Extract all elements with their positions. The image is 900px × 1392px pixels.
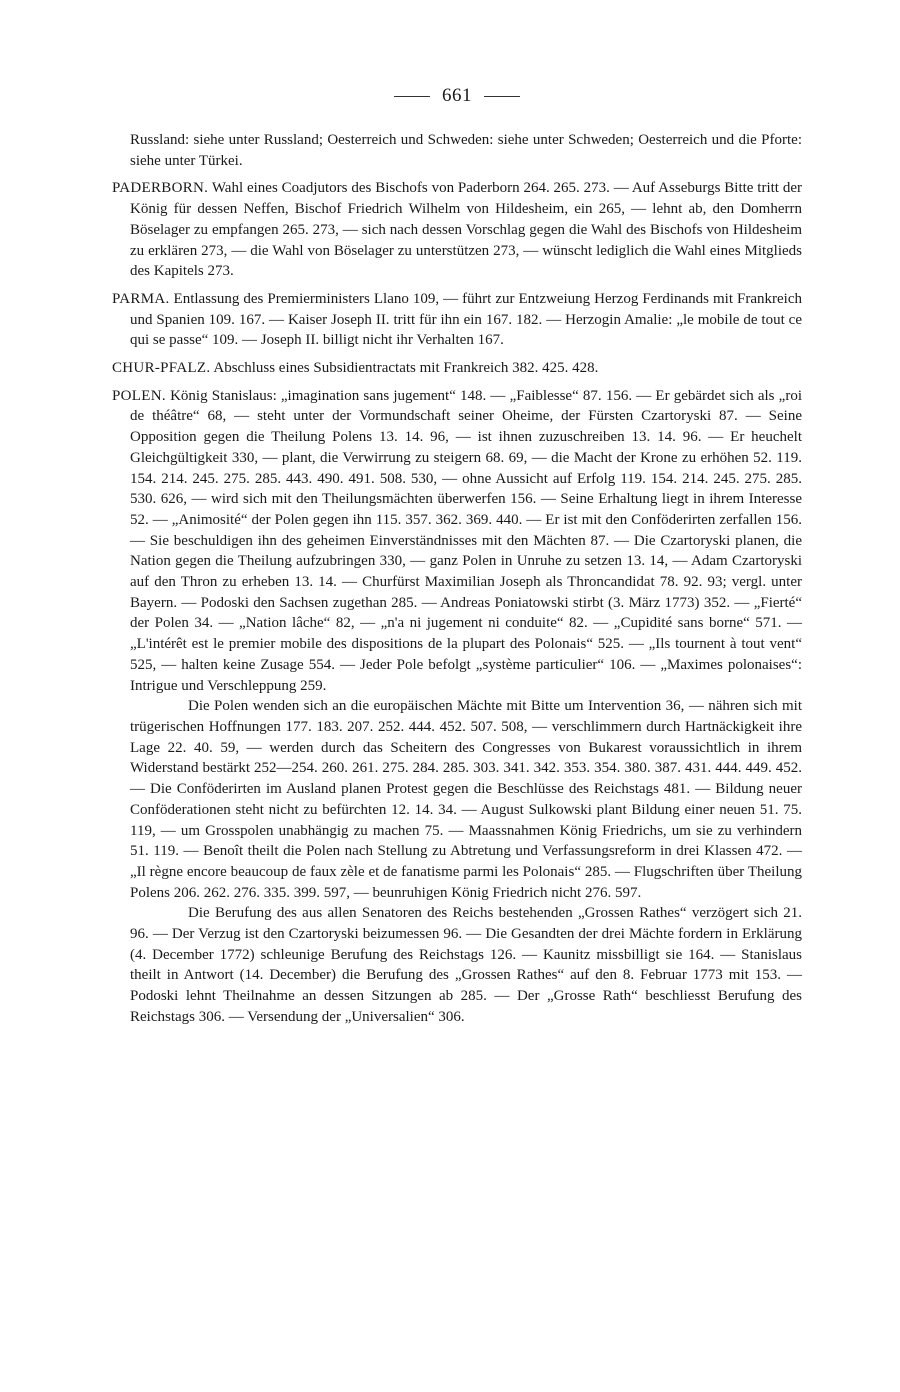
entry-paderborn xyxy=(112,178,802,282)
entry-churpfalz xyxy=(112,358,802,379)
header-rule-right xyxy=(484,96,520,97)
entry-text: Entlassung des Premierministers Llano 109, — führt zur Entzweiung Herzog Ferdinands mit Frankreich und Spanien 109. 167. — Kaiser Joseph II. tritt für ihn ein 167. 182. — Herzogin Amalie: „le mobile de tout ce qui se passe“ 109. — Joseph II. billigt nicht ihr Verhalten 167. xyxy=(130,290,802,349)
entry-text: Wahl eines Coadjutors des Bischofs von Paderborn 264. 265. 273. — Auf Asseburgs Bitte tritt der König für dessen Neffen, Bischof Friedrich Wilhelm von Hildesheim, ein 265, — lehnt ab, den Domherrn Böselager zu empfangen 265. 273, — sich nach dessen Vorschlag gegen die Wahl des Bischofs von Hildesheim zu erklären 273, — die Wahl von Böselager zu unterstützen 273, — wünscht lediglich die Wahl eines Mitglieds des Kapitels 273. xyxy=(130,180,802,280)
entry-heading: CHUR-PFALZ. xyxy=(112,360,211,377)
entry-text: Abschluss eines Subsidientractats mit Frankreich 382. 425. 428. xyxy=(213,360,599,377)
header-rule-left xyxy=(394,96,430,97)
entry-polen xyxy=(112,386,802,697)
entry-parma xyxy=(112,289,802,351)
entry-text: König Stanislaus: „imagination sans jugement“ 148. — „Faiblesse“ 87. 156. — Er gebärdet sich als „roi de théâtre“ 68, — steht unter der Vormundschaft seiner Oheime, der Fürsten Czartoryski 87. — Seine Opposition gegen die Theilung Polens 13. 14. 96, — ist ihnen zuzuschreiben 13. 14. 96. — Er heuchelt Gleichgültigkeit 330, — plant, die Verwirrung zu steigern 68. 69, — die Macht der Krone zu erhöhen 52. 119. 154. 214. 245. 275. 285. 443. 490. 491. 508. 530, — ohne Aussicht auf Erfolg 119. 154. 214. 245. 275. 285. 530. 626, — wird sich mit den Theilungsmächten überwerfen 156. — Seine Erhaltung liegt in ihrem Interesse 52. — „Animosité“ der Polen gegen ihn 115. 357. 362. 369. 440. — Er ist mit den Conföderirten zerfallen 156. — Sie beschuldigen ihn des geheimen Einverständnisses mit den Mächten 87. — Die Czartoryski planen, die Nation gegen die Theilung aufzubringen 330, — ganz Polen in Unruhe zu setzen 13. 14, — Adam Czartoryski auf den Thron zu erheben 13. 14. — Churfürst Maximilian Joseph als Throncandidat 78. 92. 93; vergl. unter Bayern. — Podoski den Sachsen zugethan 285. — Andreas Poniatowski stirbt (3. März 1773) 352. — „Fierté“ der Polen 34. — „Nation lâche“ 82, — „n'a ni jugement ni conduite“ 82. — „Cupidité sans borne“ 571. — „L'intérêt est le premier mobile des dispositions de la plupart des Polonais“ 525. — „Ils tournent à tout vent“ 525, — halten keine Zusage 554. — Jeder Pole befolgt „système particulier“ 106. — „Maximes polonaises“: Intrigue und Verschleppung 259. xyxy=(130,387,803,694)
document-page xyxy=(112,82,802,1028)
page-header xyxy=(112,82,802,110)
entry-heading: PARMA. xyxy=(112,290,170,307)
entry-heading: PADERBORN. xyxy=(112,180,209,197)
entry-heading: POLEN. xyxy=(112,387,166,404)
polen-paragraph-3: Die Berufung des aus allen Senatoren des Reichs bestehenden „Grossen Rathes“ verzögert sich 21. 96. — Der Verzug ist den Czartoryski beizumessen 96. — Die Gesandten der drei Mächte fordern in Erklärung (4. December 1772) schleunige Berufung des Reichstags 126. — Kaunitz missbilligt sie 164. — Stanislaus theilt in Antwort (14. December) die Berufung des „Grossen Rathes“ auf den 8. Februar 1773 mit 153. — Podoski lehnt Theilnahme an dessen Sitzungen ab 285. — Der „Grosse Rath“ beschliesst Berufung des Reichstags 306. — Versendung der „Universalien“ 306. xyxy=(130,905,802,1025)
page-number: 661 xyxy=(442,85,472,106)
intro-paragraph: Russland: siehe unter Russland; Oesterreich und Schweden: siehe unter Schweden; Oesterreich und die Pforte: siehe unter Türkei. xyxy=(130,132,802,169)
polen-paragraph-2: Die Polen wenden sich an die europäischen Mächte mit Bitte um Intervention 36, — nähren sich mit trügerischen Hoffnungen 177. 183. 207. 252. 444. 452. 507. 508, — verschlimmern durch Hartnäckigkeit ihre Lage 22. 40. 59, — werden durch das Scheitern des Congresses von Bukarest voraussichtlich in ihrem Widerstand bestärkt 252—254. 260. 261. 275. 284. 285. 303. 341. 342. 353. 354. 380. 387. 431. 444. 449. 452. — Die Conföderirten im Ausland planen Protest gegen die Beschlüsse des Reichstags 481. — Bildung neuer Conföderationen steht nicht zu befürchten 12. 14. 34. — August Sulkowski plant Bildung einer neuen 51. 75. 119, — um Grosspolen unabhängig zu machen 75. — Maassnahmen König Friedrichs, um sie zu verhindern 51. 119. — Benoît theilt die Polen nach Stellung zu Abtretung und Verfassungsreform in drei Klassen 472. — „Il règne encore beaucoup de faux zèle et de fanatisme parmi les Polonais“ 285. — Flugschriften über Theilung Polens 206. 262. 276. 335. 399. 597, — beunruhigen König Friedrich nicht 276. 597. xyxy=(130,698,802,901)
